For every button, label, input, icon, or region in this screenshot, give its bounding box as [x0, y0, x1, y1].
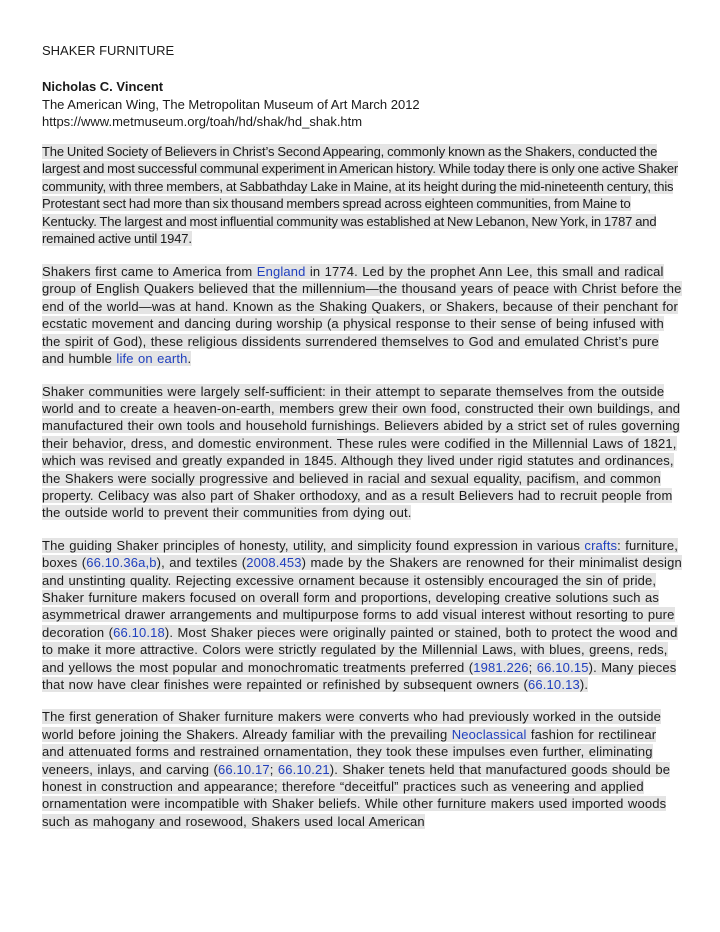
link-66-10-36ab[interactable]: 66.10.36a,b — [86, 555, 157, 571]
paragraph-text: : furniture, boxes ( — [42, 537, 679, 571]
link-2008-453[interactable]: 2008.453 — [246, 555, 302, 571]
link-1981-226[interactable]: 1981.226 — [473, 659, 529, 675]
paragraph-text: ; — [528, 659, 537, 675]
link-66-10-13[interactable]: 66.10.13 — [528, 677, 580, 692]
paragraph-text: ) made by the Shakers are renowned for their minimalist design and unstinting quality. Rejecting excessive ornament because it ostensibly encouraged the sin of pride, Shaker furniture makers focused on overall form and proportions, developing creative solutions such as asymmetrical drawer arrangements and multipurpose forms to add visual interest without resorting to pure decoration ( — [42, 555, 682, 640]
paragraph-text: in 1774. Led by the prophet Ann Lee, this small and radical group of English Quakers believed that the millennium—the thousand years of peace with Christ before the end of the world—was at hand. Known as the Shaking Quakers, or Shakers, because of their penchant for ecstatic movement and dancing during worship (a physical response to their sense of being infused with the spirit of God), these religious dissidents surrendered themselves to God and emulated Christ’s pure and humble — [42, 264, 682, 367]
link-66-10-18[interactable]: 66.10.18 — [113, 624, 165, 640]
paragraph-text: . — [187, 351, 192, 367]
paragraph-2 — [42, 263, 682, 367]
link-neoclassical[interactable]: Neoclassical — [451, 726, 527, 742]
paragraph-text: The guiding Shaker principles of honesty, utility, and simplicity found expression in various — [42, 537, 585, 553]
paragraph-1-text: The United Society of Believers in Christ’s Second Appearing, commonly known as the Shakers, conducted the largest and most successful communal experiment in American history. While today there is only one active Shaker community, with three members, at Sabbathday Lake in Maine, at its height during the mid-nineteenth century, this Protestant sect had more than six thousand members spread across eighteen communities, from Maine to Kentucky. The largest and most influential community was established at New Lebanon, New York, in 1787 and remained active until 1947. — [42, 143, 679, 247]
paragraph-3 — [42, 383, 682, 522]
author-affiliation: The American Wing, The Metropolitan Museum of Art March 2012 — [42, 96, 420, 112]
paragraph-text: The first generation of Shaker furniture makers were converts who had previously worked in the outside world before joining the Shakers. Already familiar with the prevailing — [42, 709, 661, 742]
paragraph-text: ), and textiles ( — [156, 555, 247, 571]
source-url: https://www.metmuseum.org/toah/hd/shak/hd_shak.htm — [42, 114, 363, 129]
link-66-10-17[interactable]: 66.10.17 — [217, 761, 270, 777]
paragraph-1 — [42, 143, 682, 249]
paragraph-text: fashion for rectilinear and attenuated forms and restrained ornamentation, they took these impulses even further, eliminating veneers, inlays, and carving ( — [42, 726, 657, 777]
link-england[interactable]: England — [256, 264, 306, 280]
paragraph-text: ). Most Shaker pieces were originally painted or stained, both to protect the wood and to make it more attractive. Colors were strictly regulated by the Millennial Laws, with blues, greens, reds, and yellows the most popular and monochromatic treatments preferred ( — [42, 624, 678, 675]
paragraph-text: ). Many pieces that now have clear finishes were repainted or refinished by subsequent owners ( — [42, 659, 677, 692]
document-page — [42, 42, 682, 845]
link-66-10-21[interactable]: 66.10.21 — [277, 761, 330, 777]
paragraph-text: ; — [269, 761, 278, 777]
document-title: SHAKER FURNITURE — [42, 43, 175, 58]
paragraph-text: ). Shaker tenets held that manufactured goods should be honest in construction and appearance; therefore “deceitful” practices such as veneering and applied ornamentation were incompatible with Shaker beliefs. While other furniture makers used imported woods such as mahogany and rosewood, Shakers used local American — [42, 761, 671, 829]
paragraph-4 — [42, 537, 682, 694]
author-name: Nicholas C. Vincent — [42, 79, 164, 94]
paragraph-text: ). — [579, 677, 589, 692]
link-crafts[interactable]: crafts — [584, 537, 618, 553]
paragraph-5 — [42, 708, 682, 830]
paragraph-text: Shakers first came to America from — [42, 264, 257, 280]
paragraph-3-text: Shaker communities were largely self-sufficient: in their attempt to separate themselves from the outside world and to create a heaven-on-earth, members grew their own food, constructed their own buildings, and manufactured their own tools and household furnishings. Believers abided by a strict set of rules governing their behavior, dress, and domestic environment. These rules were codified in the Millennial Laws of 1821, which was revised and greatly expanded in 1845. Although they lived under rigid statutes and ordinances, the Shakers were socially progressive and believed in racial and sexual equality, pacifism, and common property. Celibacy was also part of Shaker orthodoxy, and as a result Believers had to recruit people from the outside world to prevent their communities from dying out. — [42, 383, 681, 521]
link-66-10-15[interactable]: 66.10.15 — [536, 659, 589, 675]
link-life-on-earth[interactable]: life on earth — [116, 351, 188, 367]
